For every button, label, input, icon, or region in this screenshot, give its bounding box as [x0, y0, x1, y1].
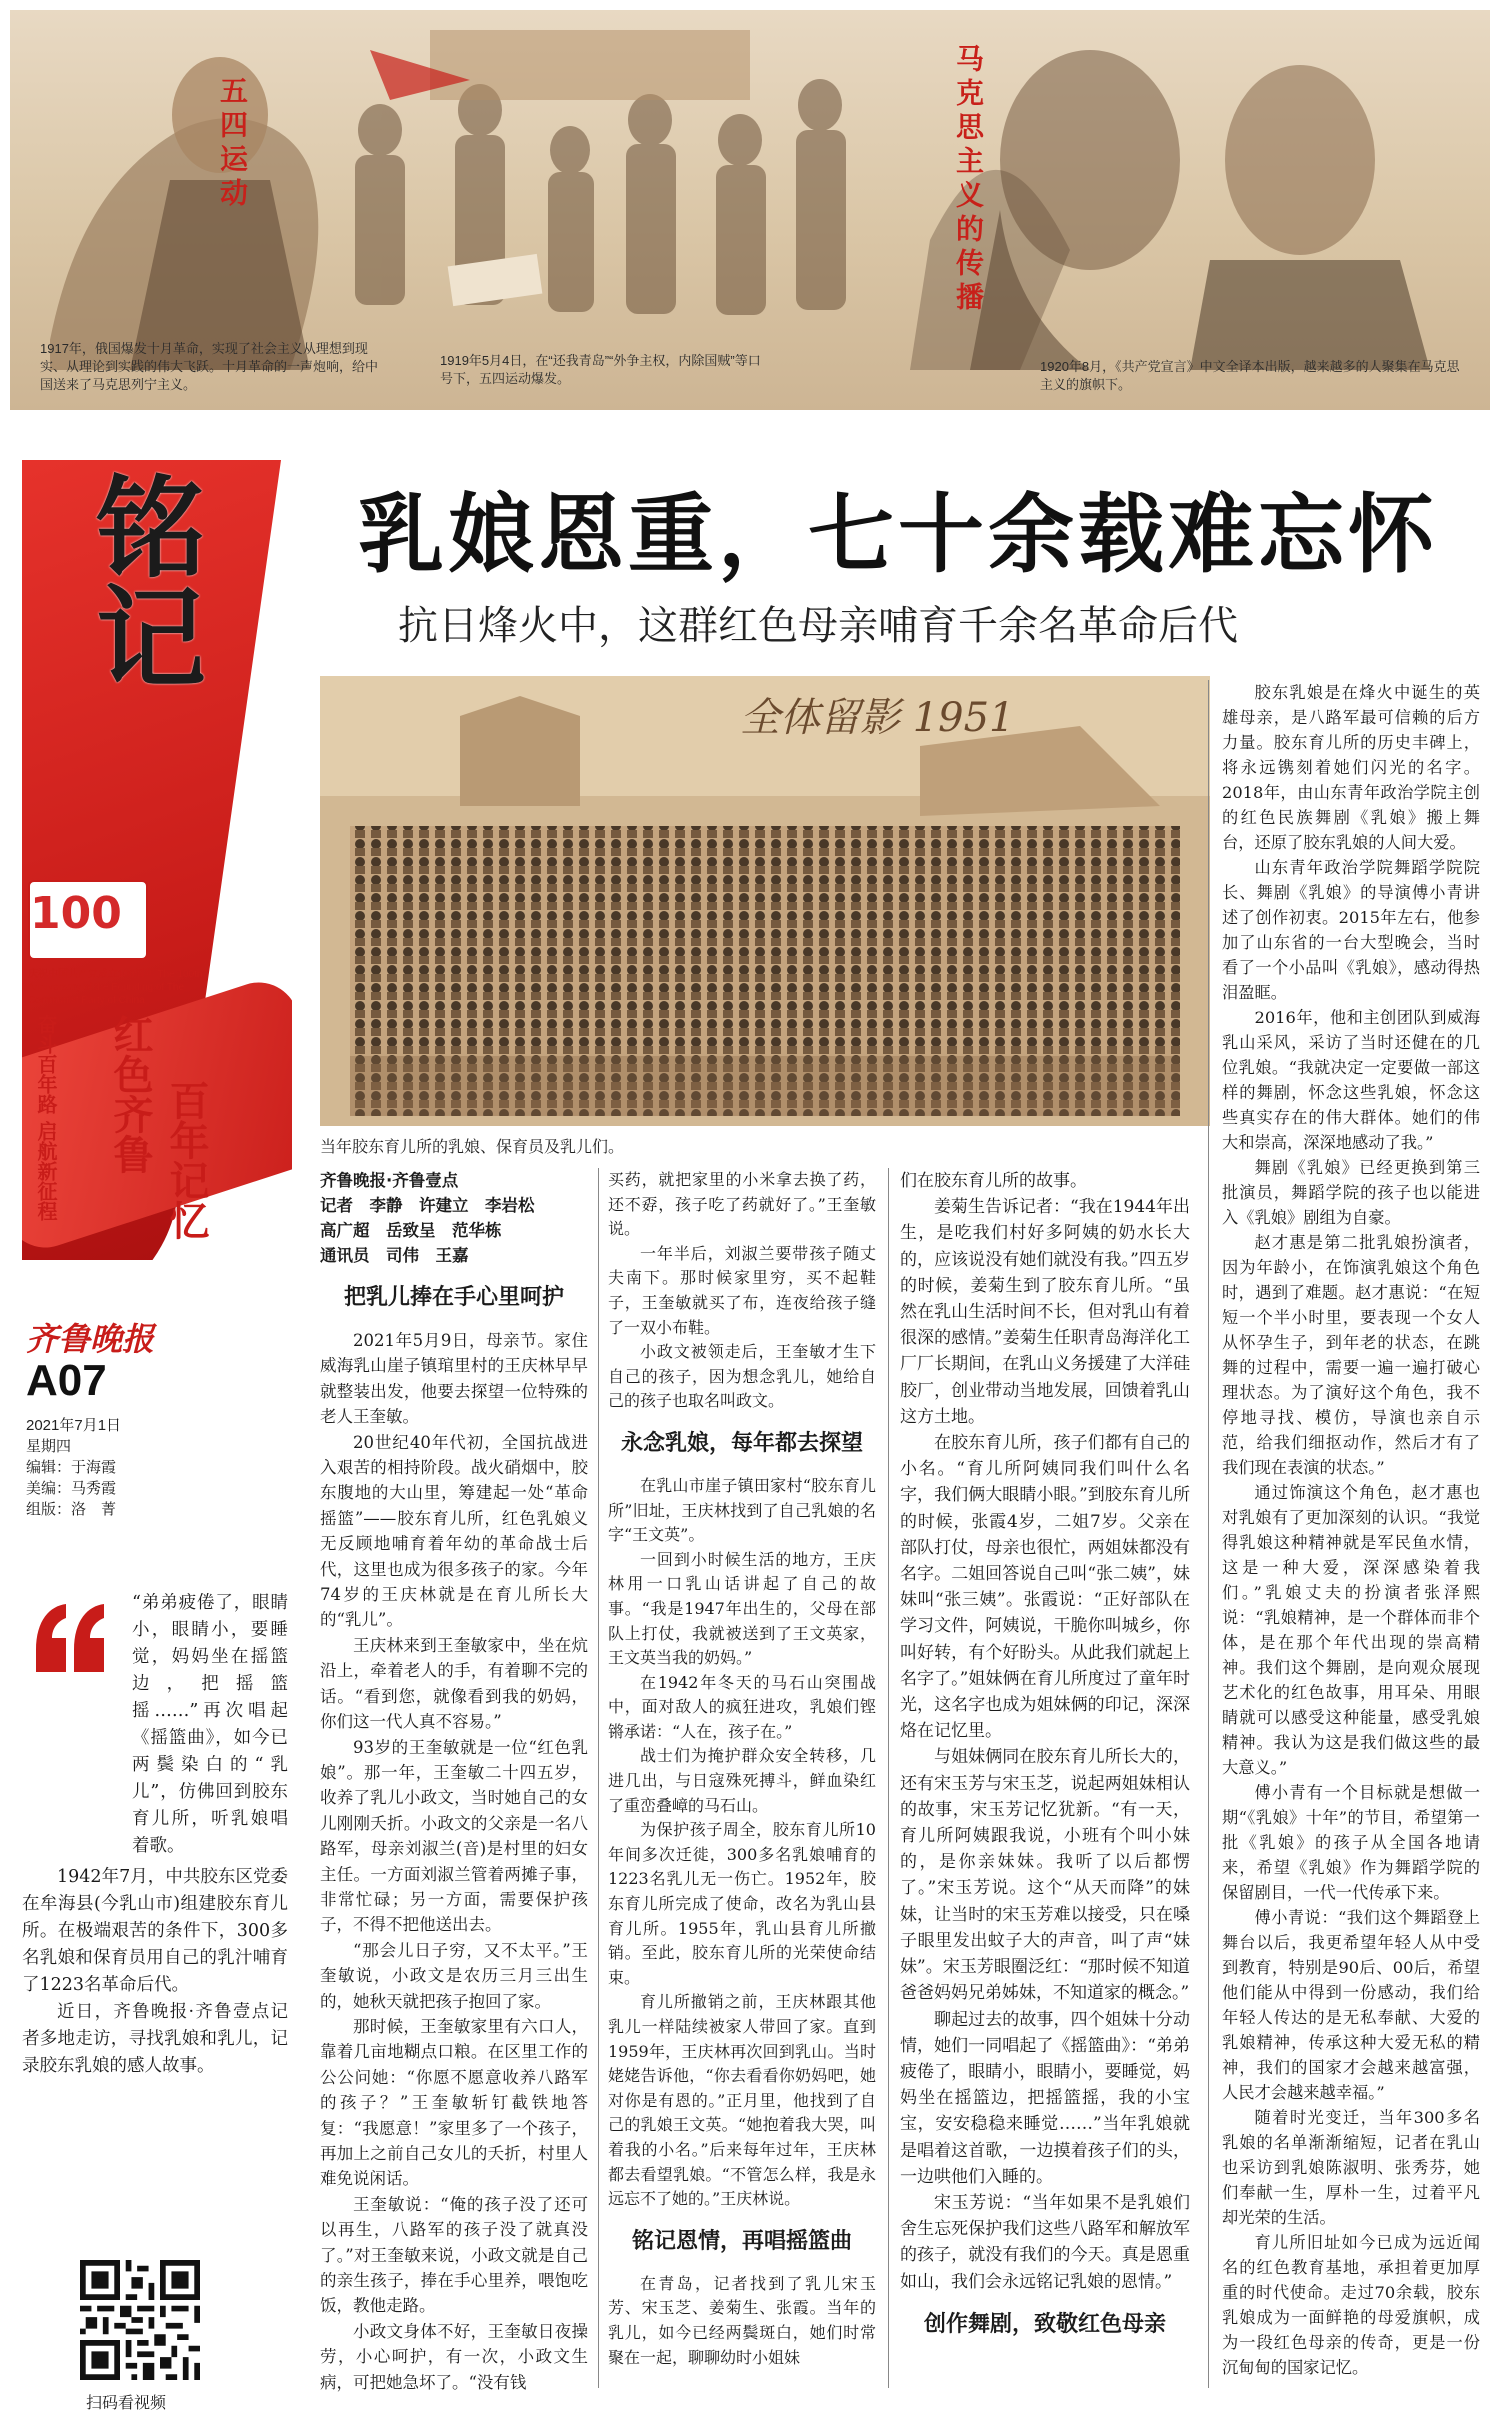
paragraph: 育儿所撤销之前，王庆林跟其他乳儿一样陆续被家人带回了家。直到1959年，王庆林再次回到乳山。当时姥姥告诉他，“你去看看你奶妈吧，她对你是有恩的。”正月里，他找到了自己的乳娘王文英。“她抱着我大哭，叫着我的小名。”后来每年过年，王庆林都去看望乳娘。“不管怎么样，我是永远忘不了她的。”王庆林说。	[608, 1992, 876, 2209]
issue-date: 2021年7月1日	[26, 1417, 122, 1434]
paragraph: 买药，就把家里的小米拿去换了药，还不孬，孩子吃了药就好了。”王奎敏说。	[608, 1170, 876, 1239]
photo-caption: 当年胶东育儿所的乳娘、保育员及乳儿们。	[320, 1139, 625, 1156]
emblem-text: 庆祝中国共产党成立100周年 The 100th Anniversary of the Founding of The Communist Party of China	[28, 969, 203, 1006]
article-column-3	[900, 1168, 1190, 2355]
banner-vertical-right: 马克思主义的传播	[952, 44, 985, 316]
paragraph: 小政文被领走后，王奎敏才生下自己的孩子，因为想念乳儿，她给自己的孩子也取名叫政文。	[608, 1342, 876, 1411]
paragraph: 王庆林来到王奎敏家中，坐在炕沿上，牵着老人的手，有着聊不完的话。“看到您，就像看到我的奶妈，你们这一代人真不容易。”	[320, 1635, 588, 1732]
paragraph: 通过饰演这个角色，赵才惠也对乳娘有了更加深刻的认识。“我觉得乳娘这种精神就是军民鱼水情，这是一种大爱，深深感染着我们。”乳娘丈夫的扮演者张泽熙说：“乳娘精神，是一个群体而非个体，是在那个年代出现的崇高精神。我们这个舞剧，是向观众展现艺术化的红色故事，用耳朵、用眼睛就可以感受这种能量，感受乳娘精神。我认为这是我们做这些的最大意义。”	[1222, 1483, 1480, 1777]
paragraph: 聊起过去的故事，四个姐妹十分动情，她们一同唱起了《摇篮曲》：“弟弟疲倦了，眼睛小，眼睛小，要睡觉，妈妈坐在摇篮边，把摇篮摇，我的小宝宝，安安稳稳来睡觉……”当年乳娘就是唱着这首歌，一边摸着孩子们的头，一边哄他们入睡的。	[900, 2009, 1190, 2187]
paragraph: 在乳山市崖子镇田家村“胶东育儿所”旧址，王庆林找到了自己乳娘的名字“王文英”。	[608, 1475, 876, 1545]
banner-caption-2: 1919年5月4日，在“还我青岛”“外争主权，内除国贼”等口号下，五四运动爆发。	[440, 353, 761, 386]
photo-banner-text: 全体留影 1951	[740, 695, 1015, 741]
paragraph: 2016年，他和主创团队到威海乳山采风，采访了当时还健在的几位乳娘。“我就决定一定要做一部这样的舞剧，怀念这些乳娘，怀念这些真实存在的伟大群体。她们的伟大和崇高，深深地感动了我。”	[1222, 1008, 1480, 1152]
qr-code-icon[interactable]	[80, 2260, 200, 2380]
issue-meta	[26, 1415, 121, 1520]
subheadline: 抗日烽火中，这群红色母亲哺育千余名革命后代	[398, 603, 1238, 649]
paragraph: 20世纪40年代初，全国抗战进入艰苦的相持阶段。战火硝烟中，胶东腹地的大山里，筹建起一处“革命摇篮”——胶东育儿所，红色乳娘义无反顾地哺育着年幼的革命战士后代，这里也成为很多孩子的家。今年74岁的王庆林就是在育儿所长大的“乳儿”。	[320, 1432, 588, 1630]
intro-paragraph-1: 1942年7月，中共胶东区党委在牟海县(今乳山市)组建胶东育儿所。在极端艰苦的条件下，300多名乳娘和保育员用自己的乳汁哺育了1223名革命后代。	[22, 1867, 288, 1995]
article-column-4	[1222, 680, 1480, 2380]
layout-editor: 组版：洛 菁	[26, 1501, 117, 1518]
paragraph: 姜菊生告诉记者：“我在1944年出生，是吃我们村好多阿姨的奶水长大的，应该说没有她们就没有我。”四五岁的时候，姜菊生到了胶东育儿所。“虽然在乳山生活时间不长，但对乳山有着很深的感情。”姜菊生任职青岛海洋化工厂厂长期间，在乳山义务援建了大洋硅胶厂，创业带动当地发展，回馈着乳山这方土地。	[900, 1197, 1190, 1427]
paragraph: 那时候，王奎敏家里有六口人，靠着几亩地糊点口粮。在区里工作的公公问她：“你愿不愿意收养八路军的孩子？”王奎敏斩钉截铁地答复：“我愿意！”家里多了一个孩子，再加上之前自己女儿的夭折，村里人难免说闲话。	[320, 2016, 588, 2189]
paragraph: 2021年5月9日，母亲节。家住威海乳山崖子镇琯里村的王庆林早早就整装出发，他要去探望一位特殊的老人王奎敏。	[320, 1331, 588, 1427]
paragraph: 育儿所旧址如今已成为远近闻名的红色教育基地，承担着更加厚重的时代使命。走过70余载，胶东乳娘成为一面鲜艳的母爱旗帜，成为一段红色母亲的传奇，更是一份沉甸甸的国家记忆。	[1222, 2233, 1480, 2377]
paragraph: 小政文身体不好，王奎敏日夜操劳，小心呵护，有一次，小政文生病，可把她急坏了。“没有钱	[320, 2321, 588, 2392]
sidebar-quote	[22, 1590, 288, 2080]
article-column-1	[320, 1168, 588, 2395]
section-heading-1: 把乳儿捧在手心里呵护	[343, 1285, 564, 1310]
issue-weekday: 星期四	[26, 1438, 72, 1455]
paper-name: 齐鲁晚报	[26, 1320, 155, 1358]
slogan-big-1: 红色齐鲁	[107, 1014, 153, 1174]
paragraph: 在胶东育儿所，孩子们都有自己的小名。“育儿所阿姨同我们叫什么名字，我们俩大眼睛小眼。”到胶东育儿所的时候，张霞4岁，二姐7岁。父亲在部队打仗，母亲也很忙，两姐妹都没有名字。二姐回答说自己叫“张二姨”，妹妹叫“张三姨”。张霞说：“正好部队在学习文件，阿姨说，干脆你叫城乡，你叫好转，有个好盼头。从此我们就起上名字了。”姐妹俩在育儿所度过了童年时光，这名字也成为姐妹俩的印记，深深烙在记忆里。	[900, 1433, 1190, 1742]
paragraph: 战士们为掩护群众安全转移，几进几出，与日寇殊死搏斗，鲜血染红了重峦叠嶂的马石山。	[608, 1746, 876, 1815]
byline-reporters: 记者 李静 许建立 李岩松	[320, 1196, 535, 1215]
quote-paragraph: “弟弟疲倦了，眼睛小，眼睛小，要睡觉，妈妈坐在摇篮边，把摇篮摇……”再次唱起《摇篮曲》，如今已两鬓染白的“乳儿”，仿佛回到胶东育儿所，听乳娘唱着歌。	[132, 1593, 288, 1856]
paragraph: 在青岛，记者找到了乳儿宋玉芳、宋玉芝、姜菊生、张霞。当年的乳儿，如今已经两鬓斑白，她们时常聚在一起，聊聊幼时小姐妹	[608, 2273, 876, 2367]
column-title: 铭记	[78, 470, 207, 690]
paragraph: 赵才惠是第二批乳娘扮演者，因为年龄小，在饰演乳娘这个角色时，遇到了难题。赵才惠说：“在短短一个半小时里，要表现一个女人从怀孕生子，到年老的状态，在跳舞的过程中，需要一遍一遍打破心理状态。为了演好这个角色，我不停地寻找、模仿，导演也亲自示范，给我们细抠动作，然后才有了我们现在表演的状态。”	[1222, 1233, 1480, 1477]
paragraph: 与姐妹俩同在胶东育儿所长大的，还有宋玉芳与宋玉芝，说起两姐妹相认的故事，宋玉芳记忆犹新。“有一天，育儿所阿姨跟我说，小班有个叫小妹的，是你亲妹妹。我听了以后都愣了。”宋玉芳说。这个“从天而降”的妹妹，让当时的宋玉芳难以接受，只在嗓子眼里发出蚊子大的声音，叫了声“妹妹”。宋玉芳眼圈泛红：“那时候不知道爸爸妈妈兄弟姊妹，不知道家的概念。”	[900, 1747, 1190, 2004]
paragraph: “那会儿日子穷，又不太平。”王奎敏说，小政文是农历三月三出生的，她秋天就把孩子抱回了家。	[320, 1940, 588, 2011]
byline	[320, 1168, 588, 1268]
paragraph: 山东青年政治学院舞蹈学院院长、舞剧《乳娘》的导演傅小青讲述了创作初衷。2015年左右，他参加了山东省的一台大型晚会，当时看了一个小品叫《乳娘》，感动得热泪盈眶。	[1222, 858, 1480, 1002]
page-number: A07	[26, 1356, 107, 1405]
byline-outlet: 齐鲁晚报·齐鲁壹点	[320, 1171, 459, 1190]
paragraph: 们在胶东育儿所的故事。	[900, 1171, 1087, 1191]
paragraph: 一年半后，刘淑兰要带孩子随丈夫南下。那时候家里穷，买不起鞋子，王奎敏就买了布，连夜给孩子缝了一双小布鞋。	[608, 1243, 876, 1337]
paragraph: 随着时光变迁，当年300多名乳娘的名单渐渐缩短，记者在乳山也采访到乳娘陈淑明、张秀芬，她们奉献一生，厚朴一生，过着平凡却光荣的生活。	[1222, 2108, 1480, 2227]
paragraph: 为保护孩子周全，胶东育儿所10年间多次迁徙，300多名乳娘哺育的1223名乳儿无一伤亡。1952年，胶东育儿所完成了使命，改名为乳山县育儿所。1955年，乳山县育儿所撤销。至此，胶东育儿所的光荣使命结束。	[608, 1820, 876, 1987]
art-editor: 美编：马秀霞	[26, 1480, 117, 1497]
column-rule	[598, 1168, 599, 2388]
group-photo-image	[320, 676, 1210, 1126]
paragraph: 舞剧《乳娘》已经更换到第三批演员，舞蹈学院的孩子也以能进入《乳娘》剧组为自豪。	[1222, 1158, 1480, 1227]
byline-correspondents: 通讯员 司伟 王嘉	[320, 1246, 469, 1265]
paragraph: 胶东乳娘是在烽火中诞生的英雄母亲，是八路军最可信赖的后方力量。胶东育儿所的历史丰碑上，将永远镌刻着她们闪光的名字。2018年，由山东青年政治学院主创的红色民族舞剧《乳娘》搬上舞台，还原了胶东乳娘的人间大爱。	[1222, 683, 1480, 852]
paragraph: 宋玉芳说：“当年如果不是乳娘们舍生忘死保护我们这些八路军和解放军的孩子，就没有我们的今天。真是恩重如山，我们会永远铭记乳娘的恩情。”	[900, 2192, 1190, 2292]
paragraph: 王奎敏说：“俺的孩子没了还可以再生，八路军的孩子没了就真没了。”对王奎敏来说，小政文就是自己的亲生孩子，捧在手心里养，喂饱吃饭，教他走路。	[320, 2194, 588, 2316]
left-sidebar	[22, 440, 292, 2412]
archive-photo	[320, 676, 1210, 1126]
paragraph: 一回到小时候生活的地方，王庆林用一口乳山话讲起了自己的故事。“我是1947年出生的，父母在部队上打仗，我就被送到了王文英家，王文英当我的奶妈。”	[608, 1549, 876, 1668]
emblem-number: 100	[30, 888, 122, 939]
column-rule	[1208, 680, 1209, 2388]
paragraph: 在1942年冬天的马石山突围战中，面对敌人的疯狂进攻，乳娘们铿锵承诺：“人在，孩子在。”	[608, 1672, 876, 1741]
history-banner	[0, 0, 1500, 420]
editor: 编辑：于海霞	[26, 1459, 117, 1476]
byline-reporters-2: 高广超 岳致呈 范华栋	[320, 1221, 502, 1240]
slogan-big-2: 百年记忆	[163, 1080, 209, 1240]
article-column-2	[608, 1168, 876, 2370]
section-heading-2: 永念乳娘，每年都去探望	[620, 1430, 863, 1456]
section-heading-4: 创作舞剧，致敬红色母亲	[923, 2311, 1166, 2337]
banner-caption-3: 1920年8月，《共产党宣言》中文全译本出版，越来越多的人聚集在马克思主义的旗帜下。	[1040, 359, 1460, 392]
slogan-small: 奋斗百年路 启航新征程	[34, 1014, 58, 1221]
qr-caption: 扫码看视频	[86, 2395, 167, 2412]
paragraph: 傅小青说：“我们这个舞蹈登上舞台以后，我更希望年轻人从中受到教育，特别是90后、00后，希望他们能从中得到一份感动，我们给年轻人传达的是无私奉献、大爱的乳娘精神，传承这种大爱无私的精神，我们的国家才会越来越富强，人民才会越来越幸福。”	[1222, 1908, 1480, 2102]
column-rule	[888, 1168, 889, 2388]
headline: 乳娘恩重，七十余载难忘怀	[358, 485, 1438, 585]
banner-caption-1: 1917年，俄国爆发十月革命，实现了社会主义从理想到现实、从理论到实践的伟大飞跃。十月革命的一声炮响，给中国送来了马克思列宁主义。	[40, 341, 379, 392]
paragraph: 93岁的王奎敏就是一位“红色乳娘”。那一年，王奎敏二十四五岁，收养了乳儿小政文，当时她自己的女儿刚刚夭折。小政文的父亲是一名八路军，母亲刘淑兰(音)是村里的妇女主任。一方面刘淑兰管着两摊子事，非常忙碌；另一方面，需要保护孩子，不得不把他送出去。	[320, 1737, 588, 1935]
intro-paragraph-2: 近日，齐鲁晚报·齐鲁壹点记者多地走访，寻找乳娘和乳儿，记录胶东乳娘的感人故事。	[22, 2002, 288, 2076]
section-heading-3: 铭记恩情，再唱摇篮曲	[631, 2228, 852, 2254]
paragraph: 傅小青有一个目标就是想做一期“《乳娘》十年”的节目，希望第一批《乳娘》的孩子从全国各地请来，希望《乳娘》作为舞蹈学院的保留剧目，一代一代传承下来。	[1222, 1783, 1480, 1902]
banner-vertical-left: 五四运动	[216, 76, 249, 212]
